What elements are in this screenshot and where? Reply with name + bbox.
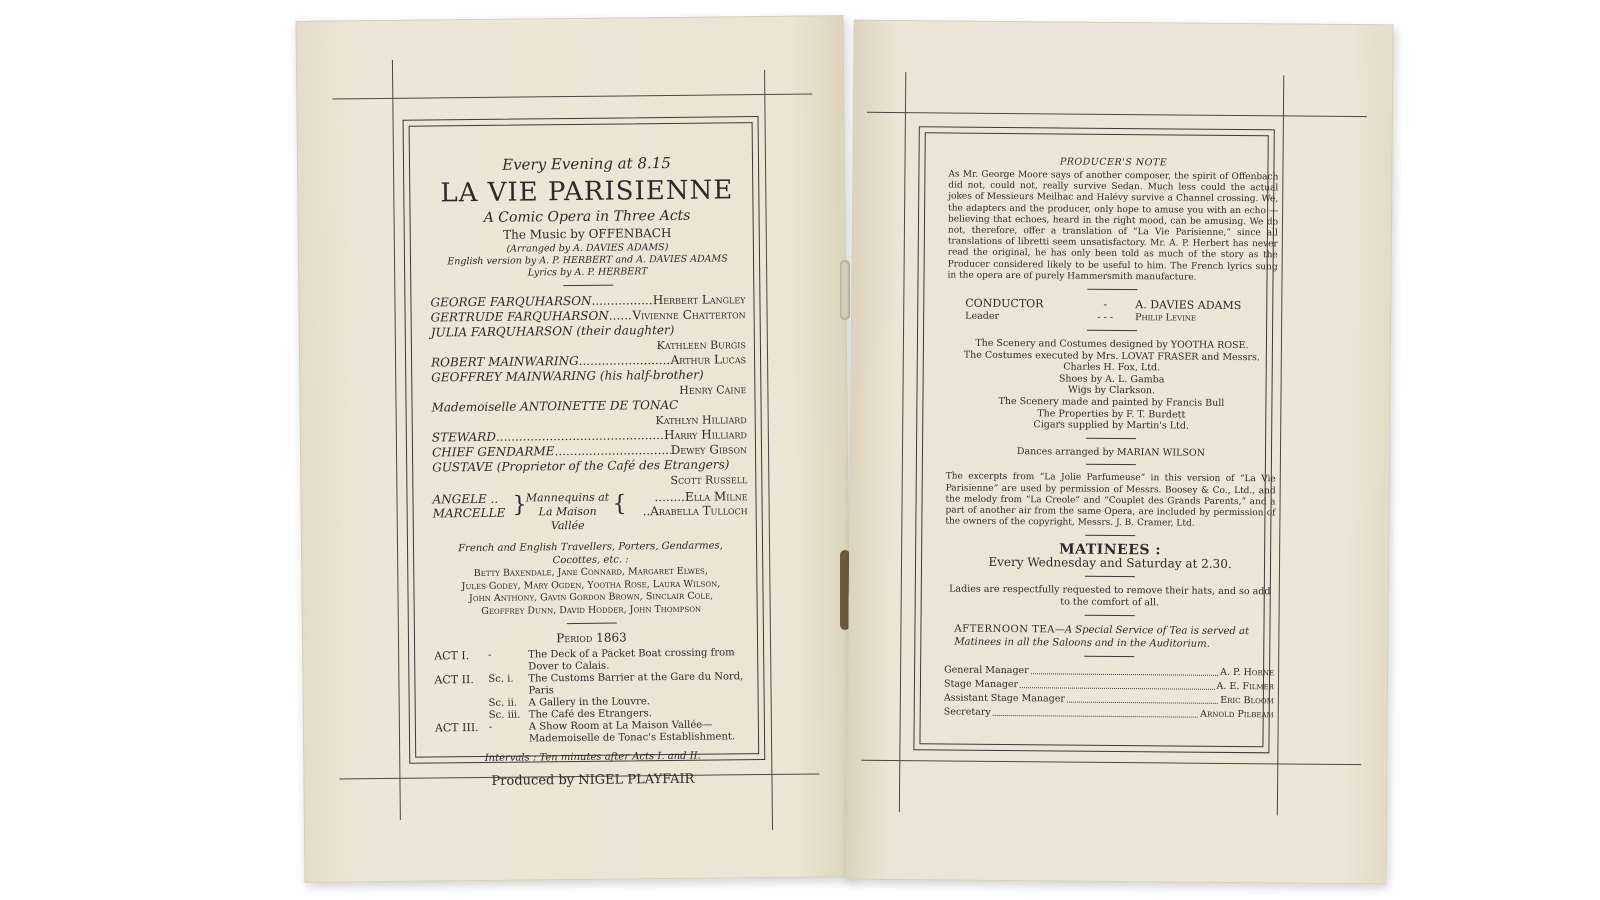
cast-role: GUSTAVE (Proprietor of the Café des Etrangers) — [432, 457, 730, 475]
right-page — [846, 20, 1393, 885]
act-row: ACT I. - The Deck of a Packet Boat crossing from Dover to Calais. — [434, 647, 735, 673]
cast-list — [430, 292, 747, 534]
staff-row: Assistant Stage Manager Eric Bloom — [943, 692, 1274, 706]
lyrics-credit: Lyrics by A. P. HERBERT — [527, 266, 648, 279]
left-page — [296, 15, 853, 883]
act-row: ACT II. Sc. i. The Customs Barrier at the Gare du Nord, Paris — [434, 671, 744, 697]
divider — [1085, 535, 1135, 536]
divider — [1086, 437, 1136, 438]
conductor-line: CONDUCTOR - A. DAVIES ADAMS — [965, 296, 1242, 313]
cast-line: STEWARD ..... Harry Hilliard — [432, 427, 747, 445]
producers-note-heading: PRODUCER'S NOTE — [1059, 156, 1168, 169]
afternoon-tea: AFTERNOON TEA—A Special Service of Tea is served at Matinees in all the Saloons and in the Auditorium. — [954, 623, 1250, 650]
act-row: Sc. iii. The Café des Etrangers. — [488, 708, 653, 721]
cast-role: GEOFFREY MAINWARING (his half-brother) — [431, 367, 704, 385]
period: Period 1863 — [556, 630, 627, 646]
staff-row: Stage Manager A. E. Filmer — [943, 678, 1275, 692]
cast-role: JULIA FARQUHARSON (their daughter) — [430, 322, 675, 340]
divider — [1087, 289, 1137, 290]
cast-actor: Kathleen Burgis — [656, 338, 746, 353]
right-content — [944, 154, 1279, 721]
cast-line: ROBERT MAINWARING ..... Arthur Lucas — [431, 352, 746, 370]
matinees-heading: MATINEES : — [1059, 541, 1162, 559]
producer-credit: Produced by NIGEL PLAYFAIR — [491, 771, 695, 789]
staff-list — [944, 663, 1274, 722]
cast-actor: Scott Russell — [670, 473, 748, 487]
divider — [1085, 614, 1135, 615]
acts-list — [434, 647, 750, 746]
opera-title: LA VIE PARISIENNE — [440, 175, 734, 209]
producers-note-body: As Mr. George Moore says of another composer, the spirit of Offenbach did not, could not, really survive Sedan. Much less could the actual jokes of Messieurs Meilhac and Halévy survive a Channel crossing. We, the adapters and the producer, only hope to amuse you with an echo — believing that echoes, heard in the right mood, can be amusing. We do not, therefore, offer a translation of “La Vie Parisienne,” since all translations of libretti seem unsatisfactory. Mr. A. P. Herbert has never read the original, he has only been told as much of the story as the Producer considered likely to be useful to him. The French lyrics sung in the opera are of purely Hammersmith manufacture. — [947, 169, 1279, 283]
act-row: ACT III. - A Show Room at La Maison Vallée— Mademoiselle de Tonac's Establishment. — [434, 719, 736, 745]
act-row: Sc. ii. A Gallery in the Louvre. — [488, 696, 650, 709]
production-credits: The Scenery and Costumes designed by YOOTHA ROSE. The Costumes executed by Mrs. LOVAT FRASER and Messrs. Charles H. Fox, Ltd. Shoes by A. L. Gamba Wigs by Clarkson. The Scenery made and painted by Francis Bull The Properties by F. T. Burdett Cigars supplied by Martin's Ltd. — [963, 337, 1260, 432]
evening-time: Every Evening at 8.15 — [502, 153, 671, 174]
excerpts-note: The excerpts from “La Jolie Parfumeuse” in this version of “La Vie Parisienne” are used by permission of Messrs. Boosey & Co., Ltd., and the melody from “La Creole” and “Couplet des Grands Parents,” and a part of another air from the same Opera, are included by permission of the owners of the copyright, Messrs. J. B. Cramer, Ltd. — [945, 471, 1276, 529]
divider — [563, 285, 613, 287]
mannequins-block: ANGELE .. MARCELLE } Mannequins at La Maison Vallée { ........Ella Milne ..Arabella Tulloch — [432, 489, 748, 533]
music-credit: The Music by OFFENBACH — [502, 225, 672, 242]
cast-actor: Kathlyn Hilliard — [655, 413, 747, 428]
opera-subtitle: A Comic Opera in Three Acts — [483, 207, 691, 226]
travellers-label: French and English Travellers, Porters, Gendarmes, Cocottes, etc. : — [458, 540, 723, 567]
travellers-names: Betty Baxendale, Jane Connard, Margaret Elwes, Jules Godey, Mary Ogden, Yootha Rose, Laura Wilson, John Anthony, Gavin Gordon Brown, Sinclair Cole, Geoffrey Dunn, David Hodder, John Thompson — [461, 565, 721, 617]
divider — [1084, 655, 1134, 656]
divider — [566, 623, 616, 625]
divider — [1085, 576, 1135, 577]
cast-line: GERTRUDE FARQUHARSON ..... Vivienne Chatterton — [431, 307, 746, 325]
cast-actor: Henry Caine — [679, 383, 747, 397]
divider — [1087, 330, 1137, 331]
divider — [1086, 464, 1136, 465]
intervals: Intervals : Ten minutes after Acts I. and II. — [484, 750, 701, 764]
cast-role: Mademoiselle ANTOINETTE DE TONAC — [431, 397, 679, 415]
staff-row: General Manager A. P. Horne — [944, 664, 1275, 678]
staff-row: Secretary Arnold Pilbeam — [943, 706, 1274, 720]
cast-line: CHIEF GENDARME ..... Dewey Gibson — [432, 442, 747, 460]
matinees-schedule: Every Wednesday and Saturday at 2.30. — [988, 555, 1232, 572]
cast-line: GEORGE FARQUHARSON ..... Herbert Langley — [430, 292, 745, 310]
leader-line: Leader - - - Philip Levine — [965, 310, 1197, 324]
left-content — [429, 153, 751, 789]
dances-credit: Dances arranged by MARIAN WILSON — [1016, 445, 1206, 459]
arranged-credit: (Arranged by A. DAVIES ADAMS) — [506, 242, 669, 255]
english-version-credit: English version by A. P. HERBERT and A. DAVIES ADAMS — [447, 253, 728, 268]
ladies-notice: Ladies are respectfully requested to remove their hats, and so add to the comfort of all. — [949, 583, 1271, 609]
